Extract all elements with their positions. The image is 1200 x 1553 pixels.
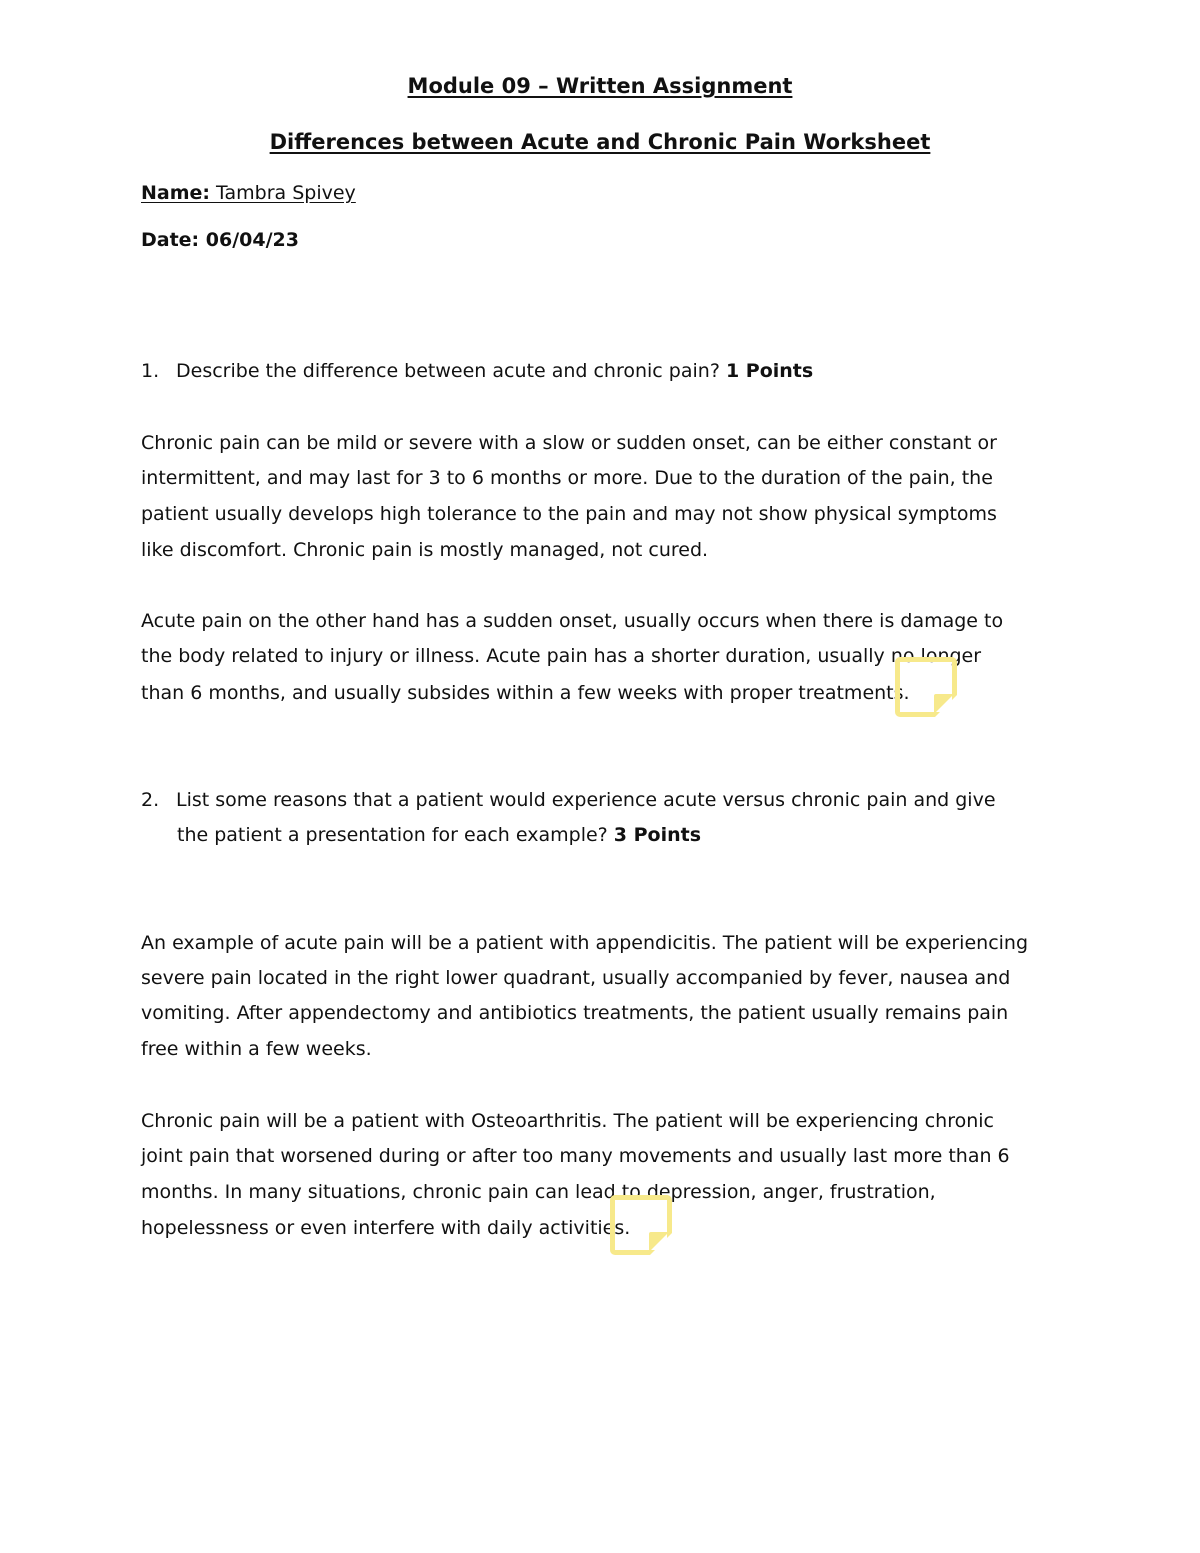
- question-points: 3 Points: [613, 824, 702, 846]
- question-points: 1 Points: [725, 360, 814, 382]
- assignment-title: Module 09 – Written Assignment: [407, 74, 793, 98]
- name-label: Name:: [141, 182, 211, 204]
- question-text: Describe the difference between acute and chronic pain?: [176, 360, 720, 382]
- answer-line: than 6 months, and usually subsides within a few weeks with proper treatments.: [141, 682, 910, 704]
- answer-line: intermittent, and may last for 3 to 6 months or more. Due to the duration of the pain, the: [141, 467, 993, 489]
- worksheet-subtitle: Differences between Acute and Chronic Pain Worksheet: [269, 130, 931, 154]
- answer-line: free within a few weeks.: [141, 1038, 372, 1060]
- date-field: [141, 228, 299, 252]
- question-1: [141, 359, 813, 383]
- question-2: [141, 788, 996, 812]
- answer-line: severe pain located in the right lower quadrant, usually accompanied by fever, nausea and: [141, 967, 1011, 989]
- answer-line: Chronic pain can be mild or severe with a slow or sudden onset, can be either constant or: [141, 432, 997, 454]
- answer-line: vomiting. After appendectomy and antibiotics treatments, the patient usually remains pain: [141, 1002, 1009, 1024]
- answer-line: patient usually develops high tolerance to the pain and may not show physical symptoms: [141, 503, 997, 525]
- sticky-note-icon[interactable]: [610, 1195, 672, 1255]
- question-text: List some reasons that a patient would experience acute versus chronic pain and give: [176, 789, 996, 811]
- answer-line: Chronic pain will be a patient with Osteoarthritis. The patient will be experiencing chronic: [141, 1110, 994, 1132]
- question-number: 1.: [141, 360, 160, 382]
- answer-line: hopelessness or even interfere with daily activities.: [141, 1217, 631, 1239]
- date-label: Date:: [141, 229, 200, 251]
- question-text: the patient a presentation for each example?: [177, 824, 608, 846]
- name-field: [141, 181, 356, 205]
- date-value: 06/04/23: [205, 229, 299, 251]
- sticky-note-icon[interactable]: [895, 657, 957, 717]
- answer-line: joint pain that worsened during or after too many movements and usually last more than 6: [141, 1145, 1010, 1167]
- answer-line: Acute pain on the other hand has a sudden onset, usually occurs when there is damage to: [141, 610, 1004, 632]
- question-2-continued: [177, 823, 701, 847]
- answer-line: like discomfort. Chronic pain is mostly managed, not cured.: [141, 539, 709, 561]
- name-value: Tambra Spivey: [210, 182, 356, 204]
- answer-line: months. In many situations, chronic pain can lead to depression, anger, frustration,: [141, 1181, 936, 1203]
- question-number: 2.: [141, 789, 160, 811]
- answer-line: An example of acute pain will be a patient with appendicitis. The patient will be experiencing: [141, 932, 1029, 954]
- answer-line: the body related to injury or illness. Acute pain has a shorter duration, usually no longer: [141, 645, 982, 667]
